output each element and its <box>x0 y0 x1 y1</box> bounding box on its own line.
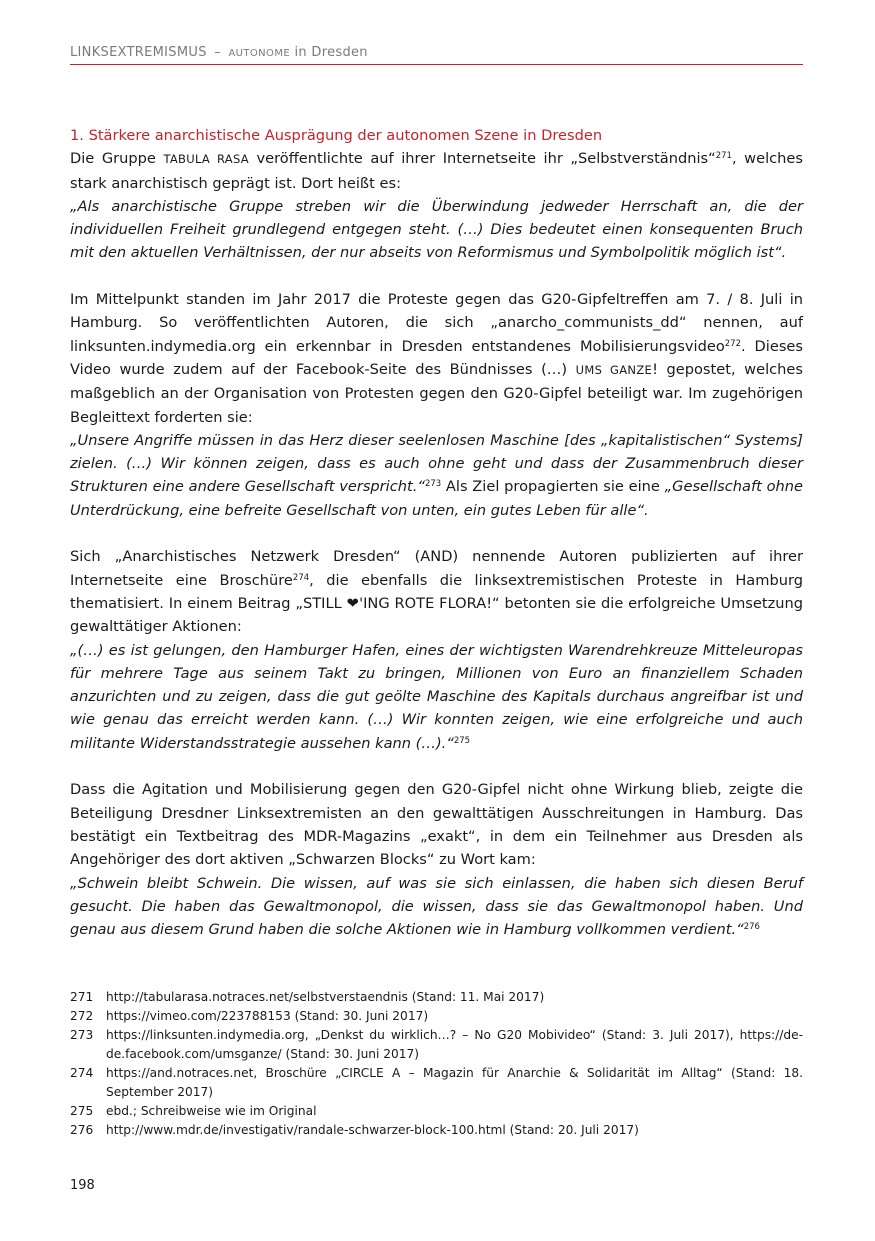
footnote-ref-276: 276 <box>743 922 760 933</box>
paragraph-2: Im Mittelpunkt standen im Jahr 2017 die Proteste gegen das G20-Gipfeltreffen am 7. / 8. Juli in Hamburg. So veröffentlichten Autoren, die sich „anarcho_communists_dd“ nennen, auf linksunten.indymedia.org ein erkennbar in Dresden entstandenes Mobilisierungsvideo$^{272}$. Dieses Video wurde zudem auf der Facebook-Seite des Bündnisses (…) UMS GANZE! gepostet, welches maßgeblich an der Organisation von Protesten gegen den G20-Gipfel beteiligt war. Im zugehörigen Begleittext forderten sie: <box>70 291 804 426</box>
footnote-ref-275: 275 <box>453 735 471 746</box>
footnote: 272 https://vimeo.com/223788153 (Stand: 30. Juni 2017) <box>70 1009 429 1023</box>
footnote: 276 http://www.mdr.de/investigativ/randale-schwarzer-block-100.html (Stand: 20. Juli 2017) <box>70 1123 639 1137</box>
quote-4: „Schwein bleibt Schwein. Die wissen, auf was sie sich einlassen, die haben sich diesen Beruf gesucht. Die haben das Gewaltmonopol, die wissen, dass sie das Gewaltmonopol haben. Und genau aus diesem Grund haben die solche Aktionen wie in Hamburg vollkommen verdient.“$^{276}$ <box>70 874 803 939</box>
section-heading: 1. Stärkere anarchistische Ausprägung der autonomen Szene in Dresden <box>70 127 603 144</box>
header-dash: – <box>214 45 221 60</box>
footnote-ref-272: 272 <box>724 338 741 349</box>
main-text <box>70 124 803 941</box>
paragraph-3: Sich „Anarchistisches Netzwerk Dresden“ (AND) nennende Autoren publizierten auf ihrer Internetseite eine Broschüre$^{274}$, die ebenfalls die linksextremistischen Proteste in Hamburg thematisiert. In einem Beitrag „STILL ❤'ING ROTE FLORA!“ betonten sie die erfolgreiche Umsetzung gewalttätiger Aktionen: <box>70 548 804 636</box>
quote-2: „Unsere Angriffe müssen in das Herz dieser seelenlosen Maschine [des „kapitalistischen“ Systems] zielen. (…) Wir können zeigen, dass es auch ohne geht und dass der Zusammenbruch dieser Strukturen eine andere Gesellschaft verspricht.“$^{273}$ Als Ziel propagierten sie eine „Gesellschaft ohne Unterdrückung, eine befreite Gesellschaft von unten, ein gutes Leben für alle“. <box>70 431 803 519</box>
quote-3: „(…) es ist gelungen, den Hamburger Hafen, eines der wichtigsten Warendrehkreuze Mitteleuropas für mehrere Tage aus seinem Takt zu bringen, Millionen von Euro an finanziellem Schaden anzurichten und zu zeigen, dass die gut geölte Maschine des Kapitals durchaus angreifbar ist und wie genau das erreicht werden kann. (…) Wir konnten zeigen, wie eine erfolgreiche und auch militante Widerstandsstrategie aussehen kann (…).“$^{275}$ <box>70 641 803 752</box>
running-header <box>70 45 803 60</box>
alliance-name-smallcaps: UMS GANZE <box>575 362 653 377</box>
header-section: AUTONOME <box>228 48 291 59</box>
footnote: 271 http://tabularasa.notraces.net/selbstverstaendnis (Stand: 11. Mai 2017) <box>70 990 545 1004</box>
paragraph-1: Die Gruppe TABULA RASA veröffentlichte auf ihrer Internetseite ihr „Selbstverständnis“$^{271}$, welches stark anarchistisch geprägt ist. Dort heißt es: <box>70 150 803 192</box>
footnotes <box>70 988 803 1140</box>
footnote: 275 ebd.; Schreibweise wie im Original <box>70 1104 317 1118</box>
footnote: 273 https://linksunten.indymedia.org, „Denkst du wirklich…? – No G20 Mobivideo“ (Stand: 3. Juli 2017), https://de-de.facebook.com/umsganze/ (Stand: 30. Juni 2017) <box>70 1028 803 1061</box>
group-name-smallcaps: TABULA RASA <box>163 152 249 167</box>
footnote-ref-273: 273 <box>424 479 442 490</box>
footnote: 274 https://and.notraces.net, Broschüre „CIRCLE A – Magazin für Anarchie & Solidarität im Alltag“ (Stand: 18. September 2017) <box>70 1066 803 1099</box>
header-title: LINKSEXTREMISMUS <box>70 45 207 60</box>
header-section-rest: in Dresden <box>294 45 368 60</box>
page-number: 198 <box>70 1178 95 1193</box>
header-rule <box>70 64 803 65</box>
paragraph-4: Dass die Agitation und Mobilisierung gegen den G20-Gipfel nicht ohne Wirkung blieb, zeigte die Beteiligung Dresdner Linksextremisten an den gewalttätigen Ausschreitungen in Hamburg. Das bestätigt ein Textbeitrag des MDR-Magazins „exakt“, in dem ein Teilnehmer aus Dresden als Angehöriger des dort aktiven „Schwarzen Blocks“ zu Wort kam: <box>70 781 803 869</box>
footnote-ref-274: 274 <box>292 572 310 583</box>
heart-icon: ❤ <box>346 594 360 612</box>
quote-1: „Als anarchistische Gruppe streben wir die Überwindung jedweder Herrschaft an, die der individuellen Freiheit grundlegend entgegen steht. (…) Dies bedeutet einen konsequenten Bruch mit den aktuellen Verhältnissen, der nur abseits von Reformismus und Symbolpolitik möglich ist“. <box>70 197 803 262</box>
footnote-ref-271: 271 <box>715 151 732 162</box>
